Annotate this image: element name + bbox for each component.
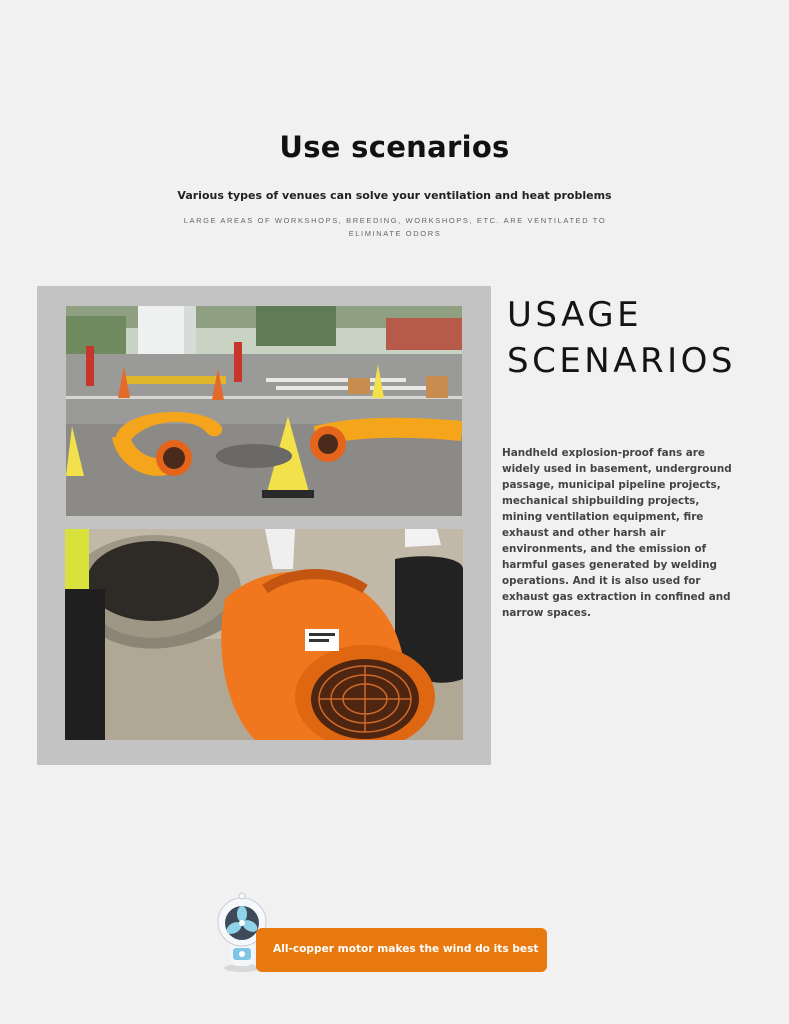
photo-street-scene [66, 306, 462, 516]
caps-caption: LARGE AREAS OF WORKSHOPS, BREEDING, WORKSHOPS, ETC. ARE VENTILATED TO ELIMINATE ODORS [183, 216, 607, 238]
page-title: Use scenarios [279, 130, 510, 164]
usage-heading-line1: USAGE [507, 295, 643, 335]
slogan-text: All-copper motor makes the wind do its best [273, 943, 539, 955]
page-subtitle: Various types of venues can solve your ventilation and heat problems [177, 189, 612, 202]
photo-panel [37, 286, 491, 765]
slogan-bubble [256, 928, 547, 972]
usage-heading-line2: SCENARIOS [507, 341, 736, 381]
usage-heading [507, 292, 736, 384]
photo-manhole-closeup [65, 529, 463, 740]
usage-description: Handheld explosion-proof fans are widely used in basement, underground passage, municipal pipeline projects, mechanical shipbuilding projects, mining ventilation equipment, fire exhaust and other harsh air environments, and the emission of harmful gases generated by welding operations. And it is also used for exhaust gas extraction in confined and narrow spaces. [502, 447, 732, 619]
